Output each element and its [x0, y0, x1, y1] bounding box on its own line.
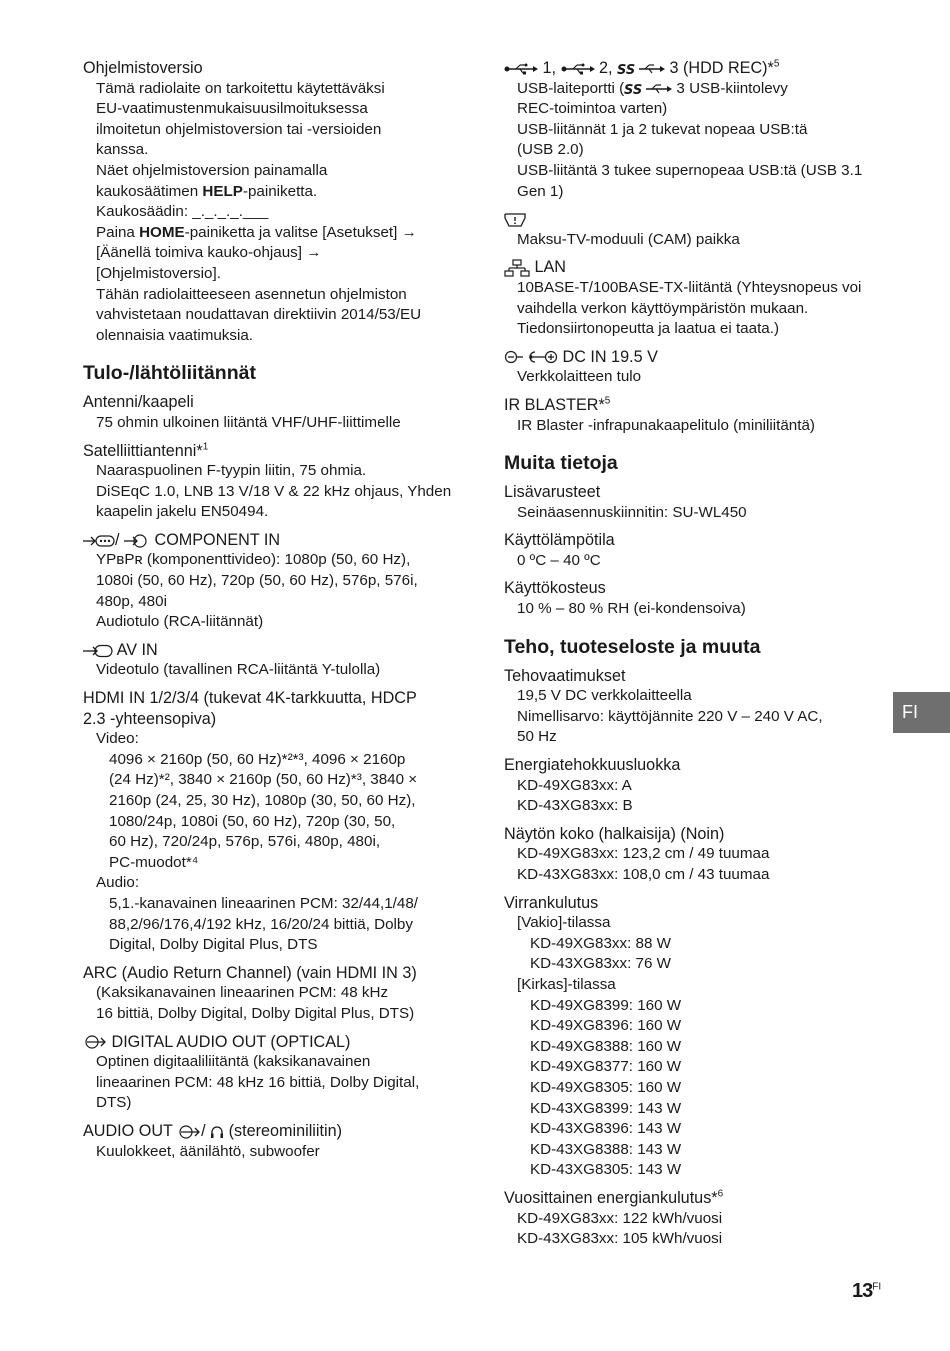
- mode-label: [Kirkas]-tilassa: [517, 975, 616, 993]
- text-line: (24 Hz)*², 3840 × 2160p (50, 60 Hz)*³, 3840 ×: [109, 771, 418, 789]
- network-icon: [504, 259, 530, 277]
- footnote-ref: 5: [604, 395, 611, 407]
- entry-label: [83, 688, 461, 729]
- text-line: kanssa.: [96, 141, 149, 159]
- text-line: Kuulokkeet, äänilähtö, subwoofer: [96, 1142, 320, 1160]
- text-line: KD-43XG8399: 143 W: [530, 1099, 682, 1117]
- entry-label: Lisävarusteet: [504, 483, 601, 502]
- text-line: KD-49XG83xx: A: [517, 776, 632, 794]
- entry-label: [83, 640, 461, 661]
- entry-body: [504, 278, 884, 340]
- help-key: HELP: [202, 182, 243, 200]
- label-text: 2,: [594, 59, 617, 77]
- home-key: HOME: [139, 223, 185, 241]
- label-text: 1,: [538, 59, 561, 77]
- label-text: LAN: [530, 258, 566, 277]
- text-line: 60 Hz), 720/24p, 576p, 576i, 480p, 480i,: [109, 833, 381, 851]
- audio-output-icon: [177, 1125, 201, 1139]
- superspeed-usb-icon: [617, 62, 665, 76]
- footnote-ref: 5: [773, 58, 780, 70]
- text-line: KD-43XG83xx: B: [517, 797, 633, 815]
- component-input-icon: [83, 534, 115, 548]
- label-text: (stereominiliitin): [224, 1121, 342, 1140]
- ir-blaster-entry: [504, 395, 884, 436]
- text-line: 4096 × 2160p (50, 60 Hz)*²*³, 4096 × 2160p: [109, 750, 406, 768]
- text-line: 88,2/96/176,4/192 kHz, 16/20/24 bittiä, Dolby: [109, 915, 413, 933]
- text-line: [Äänellä toimiva kauko-ohjaus] →: [96, 244, 322, 262]
- text-line: KD-49XG8305: 160 W: [530, 1078, 682, 1096]
- entry-label: [83, 1032, 461, 1053]
- text-part: USB-laiteportti (: [517, 79, 625, 97]
- text-line: IR Blaster -infrapunakaapelitulo (miniliitäntä): [517, 416, 815, 434]
- energy-class-entry: [504, 755, 884, 817]
- separator: /: [115, 530, 120, 549]
- svg-text:SS: SS: [624, 82, 643, 96]
- text-line: (USB 2.0): [517, 141, 584, 159]
- dc-in-entry: [504, 347, 884, 388]
- text-line: 480p, 480i: [96, 592, 167, 610]
- entry-body: [504, 599, 884, 620]
- text-line: KD-43XG8305: 143 W: [530, 1161, 682, 1179]
- text-line: [517, 79, 884, 100]
- entry-body: [504, 416, 884, 437]
- video-input-icon: [124, 534, 150, 548]
- text-line: Tämä radiolaite on tarkoitettu käytettäväksi: [96, 79, 385, 97]
- entry-body: [504, 230, 884, 251]
- dc-polarity-icon: [504, 350, 558, 364]
- text-part: -painiketta ja valitse [Asetukset] →: [184, 223, 417, 241]
- text-line: 0 ºC – 40 ºC: [517, 551, 601, 569]
- text-part: -painiketta.: [242, 182, 318, 200]
- software-version-entry: [83, 58, 461, 346]
- text-line: Optinen digitaaliliitäntä (kaksikanavainen: [96, 1053, 371, 1071]
- text-line: KD-49XG83xx: 88 W: [530, 934, 671, 952]
- cam-slot-icon: [504, 212, 526, 228]
- text-line: 19,5 V DC verkkolaitteella: [517, 687, 692, 705]
- entry-body: [504, 503, 884, 524]
- footnote-ref: 1: [202, 441, 209, 453]
- left-column: [83, 58, 461, 1169]
- text-line: KD-43XG8396: 143 W: [530, 1120, 682, 1138]
- power-heading: Teho, tuoteseloste ja muuta: [504, 635, 761, 658]
- entry-label: [504, 1188, 884, 1209]
- label-text: DC IN 19.5 V: [558, 347, 658, 366]
- text-line: EU-vaatimustenmukaisuusilmoituksessa: [96, 100, 368, 118]
- label-text: 3 (HDD REC)*: [665, 59, 774, 77]
- entry-body: [504, 79, 884, 203]
- component-entry: [83, 530, 461, 633]
- text-line: KD-49XG8377: 160 W: [530, 1058, 682, 1076]
- entry-label: [504, 209, 884, 230]
- video-formats: [96, 750, 461, 874]
- usb-entry: [504, 58, 884, 202]
- entry-label: Näytön koko (halkaisija) (Noin): [504, 824, 725, 843]
- lan-entry: [504, 257, 884, 339]
- text-line: Seinäasennuskiinnitin: SU-WL450: [517, 503, 747, 521]
- page-number-suffix: FI: [872, 1281, 882, 1293]
- arc-entry: [83, 963, 461, 1025]
- text-line: 1080i (50, 60 Hz), 720p (50, 60 Hz), 576p, 576i,: [96, 572, 418, 590]
- headphones-icon: [210, 1125, 224, 1139]
- text-line: Digital, Dolby Digital Plus, DTS: [109, 936, 318, 954]
- entry-label: [83, 530, 461, 551]
- label-text: IR BLASTER*: [504, 395, 605, 414]
- mode-label: [Vakio]-tilassa: [517, 914, 611, 932]
- text-line: USB-liitännät 1 ja 2 tukevat nopeaa USB:tä: [517, 120, 808, 138]
- entry-label: [504, 395, 884, 416]
- entry-body: [83, 550, 461, 632]
- av-in-entry: [83, 640, 461, 681]
- entry-label: [504, 58, 884, 79]
- label-text: DIGITAL AUDIO OUT (OPTICAL): [107, 1032, 351, 1051]
- entry-body: [504, 551, 884, 572]
- text-line: olennaisia vaatimuksia.: [96, 326, 254, 344]
- text-line: Näet ohjelmistoversion painamalla: [96, 161, 328, 179]
- text-line: 1080/24p, 1080i (50, 60 Hz), 720p (30, 50,: [109, 812, 396, 830]
- separator: /: [201, 1121, 206, 1140]
- language-tab: FI: [893, 692, 950, 733]
- entry-label: Energiatehokkuusluokka: [504, 756, 681, 775]
- text-line: 16 bittiä, Dolby Digital, Dolby Digital Plus, DTS): [96, 1004, 415, 1022]
- entry-body: [504, 367, 884, 388]
- digital-audio-entry: [83, 1032, 461, 1114]
- entry-label: Tehovaatimukset: [504, 666, 626, 685]
- accessories-entry: [504, 482, 884, 523]
- text-line: KD-49XG83xx: 122 kWh/vuosi: [517, 1209, 723, 1227]
- entry-body: [504, 913, 884, 1181]
- entry-label: Ohjelmistoversio: [83, 59, 203, 77]
- text-line: [Ohjelmistoversio].: [96, 264, 221, 282]
- text-line: Audiotulo (RCA-liitännät): [96, 613, 264, 631]
- io-heading: Tulo-/lähtöliitännät: [83, 362, 256, 385]
- text-line: vahvistetaan noudattavan direktiivin 2014/53/EU: [96, 306, 422, 324]
- text-line: PC-muodot*⁴: [109, 853, 199, 871]
- entry-body: [504, 776, 884, 817]
- antenna-entry: [83, 392, 461, 433]
- text-line: kaapelin jakelu EN50494.: [96, 503, 269, 521]
- label-text: AUDIO OUT: [83, 1121, 178, 1140]
- hdmi-entry: [83, 688, 461, 956]
- text-line: ilmoitetun ohjelmistoversion tai -versioiden: [96, 120, 382, 138]
- page-number-value: 13: [852, 1280, 873, 1302]
- right-column: [504, 58, 884, 1257]
- text-line: KD-49XG8388: 160 W: [530, 1037, 682, 1055]
- audio-output-icon: [83, 1035, 107, 1049]
- entry-label: [504, 257, 884, 278]
- text-line: KD-43XG83xx: 108,0 cm / 43 tuumaa: [517, 866, 770, 883]
- entry-label: ARC (Audio Return Channel) (vain HDMI IN 3): [83, 963, 417, 982]
- text-line: DTS): [96, 1094, 132, 1112]
- entry-body: [83, 983, 461, 1024]
- entry-label: Käyttökosteus: [504, 579, 606, 598]
- usb-icon: [504, 63, 538, 75]
- footnote-ref: 6: [717, 1188, 724, 1200]
- text-part: 3 USB-kiintolevy: [672, 79, 788, 97]
- text-line: 5,1.-kanavainen lineaarinen PCM: 32/44,1/48/: [109, 894, 419, 912]
- text-line: [96, 182, 461, 203]
- entry-label: [504, 347, 884, 368]
- text-line: 75 ohmin ulkoinen liitäntä VHF/UHF-liittimelle: [96, 413, 401, 431]
- entry-body: [504, 686, 884, 748]
- text-line: KD-43XG8388: 143 W: [530, 1140, 682, 1158]
- label-line: HDMI IN 1/2/3/4 (tukevat 4K-tarkkuutta, HDCP: [83, 689, 417, 708]
- text-line: vaihdella verkon käyttöympäristön mukaan.: [517, 299, 809, 317]
- cam-entry: [504, 209, 884, 250]
- entry-body: [83, 1052, 461, 1114]
- satellite-entry: [83, 441, 461, 523]
- text-line: YPʙPʀ (komponenttivideo): 1080p (50, 60 Hz),: [96, 551, 411, 569]
- temperature-entry: [504, 530, 884, 571]
- entry-body: [504, 844, 884, 885]
- text-line: KD-49XG8399: 160 W: [530, 996, 682, 1014]
- text-line: KD-49XG83xx: 123,2 cm / 49 tuumaa: [517, 845, 770, 863]
- text-line: KD-49XG8396: 160 W: [530, 1017, 682, 1035]
- text-line: 10 % – 80 % RH (ei-kondensoiva): [517, 600, 746, 618]
- entry-label: [83, 1121, 461, 1142]
- text-line: DiSEqC 1.0, LNB 13 V/18 V & 22 kHz ohjaus, Yhden: [96, 482, 452, 500]
- text-line: Nimellisarvo: käyttöjännite 220 V – 240 V AC,: [517, 707, 823, 725]
- video-label: Video:: [96, 730, 139, 748]
- label-text: Satelliittiantenni*: [83, 441, 203, 460]
- audio-label: Audio:: [96, 874, 140, 892]
- text-part: Paina: [96, 223, 140, 241]
- standard-mode-values: [517, 934, 884, 975]
- audio-formats: [96, 894, 461, 956]
- vivid-mode-values: [517, 996, 884, 1181]
- entry-label: Virrankulutus: [504, 893, 599, 912]
- entry-label: Käyttölämpötila: [504, 531, 615, 550]
- text-line: Kaukosäädin: _._._._.___: [96, 203, 269, 221]
- text-line: Gen 1): [517, 182, 564, 200]
- text-line: USB-liitäntä 3 tukee supernopeaa USB:tä (USB 3.1: [517, 161, 863, 179]
- text-line: 50 Hz: [517, 728, 557, 746]
- text-line: Tähän radiolaitteeseen asennetun ohjelmiston: [96, 285, 407, 303]
- label-text: COMPONENT IN: [150, 530, 281, 549]
- label-line: 2.3 -yhteensopiva): [83, 709, 217, 728]
- svg-text:SS: SS: [617, 62, 636, 76]
- text-line: Maksu-TV-moduuli (CAM) paikka: [517, 230, 740, 248]
- text-line: 2160p (24, 25, 30 Hz), 1080p (30, 50, 60 Hz),: [109, 792, 416, 809]
- text-part: kaukosäätimen: [96, 182, 203, 200]
- text-line: 10BASE-T/100BASE-TX-liitäntä (Yhteysnopeus voi: [517, 278, 862, 296]
- entry-body: [504, 1209, 884, 1250]
- text-line: KD-43XG83xx: 76 W: [530, 955, 671, 973]
- text-line: [96, 223, 461, 244]
- entry-body: [83, 729, 461, 956]
- text-line: Verkkolaitteen tulo: [517, 368, 642, 386]
- usb-icon: [561, 63, 595, 75]
- humidity-entry: [504, 578, 884, 619]
- annual-energy-entry: [504, 1188, 884, 1250]
- text-line: REC-toimintoa varten): [517, 100, 668, 118]
- entry-body: [83, 79, 461, 347]
- audio-out-entry: [83, 1121, 461, 1162]
- power-consumption-entry: [504, 893, 884, 1181]
- text-line: Naaraspuolinen F-tyypin liitin, 75 ohmia.: [96, 462, 367, 480]
- label-text: Vuosittainen energiankulutus*: [504, 1188, 718, 1207]
- text-line: (Kaksikanavainen lineaarinen PCM: 48 kHz: [96, 984, 389, 1002]
- label-text: AV IN: [113, 640, 158, 659]
- text-line: Tiedonsiirtonopeutta ja laatua ei taata.): [517, 320, 780, 338]
- entry-body: [83, 413, 461, 434]
- text-line: lineaarinen PCM: 48 kHz 16 bittiä, Dolby Digital,: [96, 1073, 420, 1091]
- entry-label: Antenni/kaapeli: [83, 393, 194, 412]
- text-line: KD-43XG83xx: 105 kWh/vuosi: [517, 1230, 723, 1248]
- power-requirements-entry: [504, 666, 884, 748]
- entry-body: [83, 461, 461, 523]
- av-input-icon: [83, 644, 113, 658]
- superspeed-usb-icon: [624, 82, 672, 96]
- entry-label: [83, 441, 461, 462]
- entry-body: [83, 1142, 461, 1163]
- other-info-heading: Muita tietoja: [504, 452, 618, 475]
- entry-body: [83, 660, 461, 681]
- screen-size-entry: [504, 824, 884, 886]
- text-line: Videotulo (tavallinen RCA-liitäntä Y-tulolla): [96, 661, 381, 679]
- page-number: [852, 1280, 881, 1303]
